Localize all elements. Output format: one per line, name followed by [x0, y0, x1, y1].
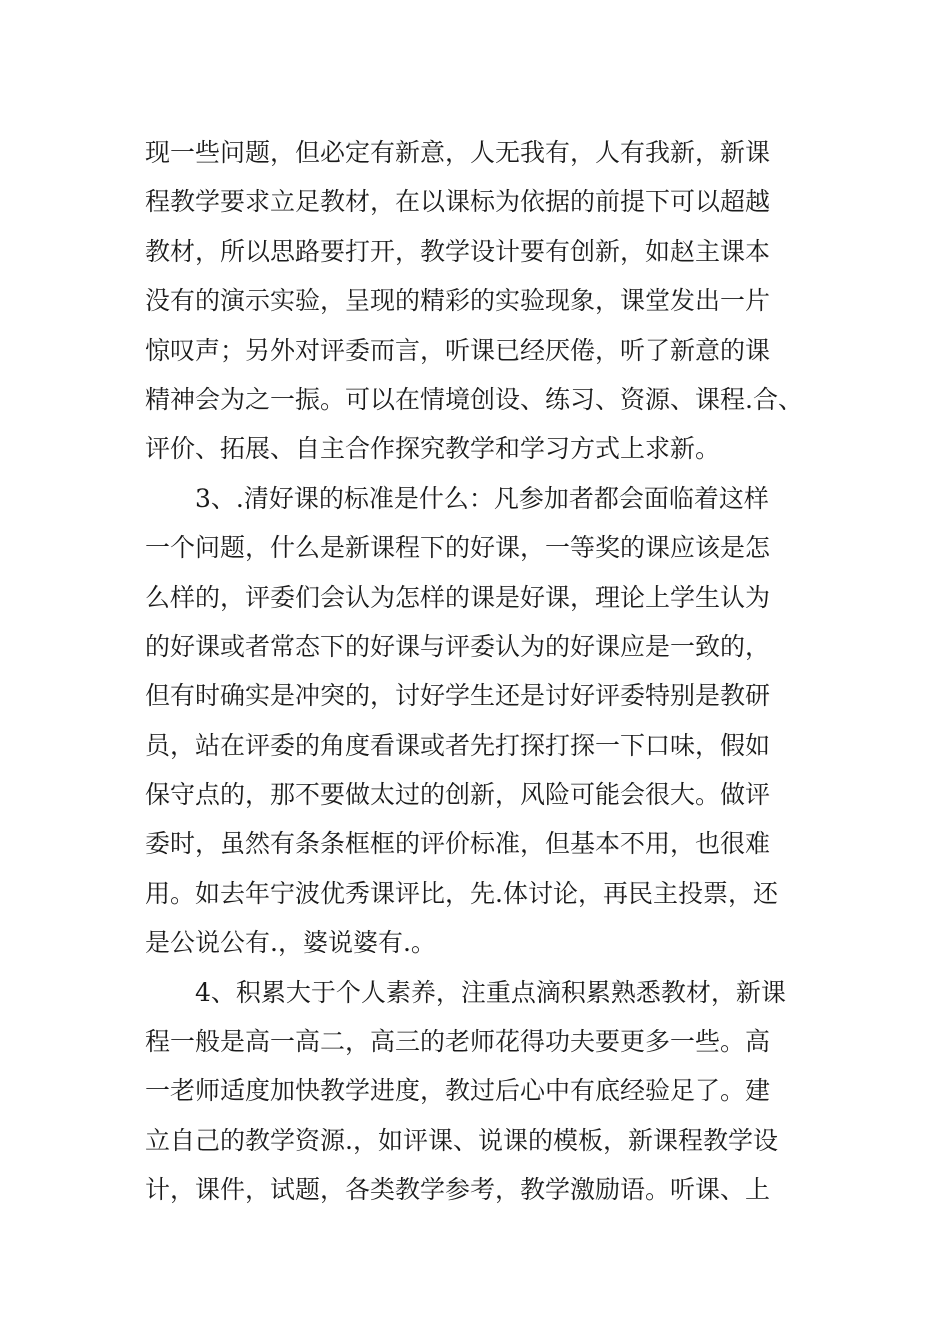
text-line: 程一般是高一高二，高三的老师花得功夫要更多一些。高	[145, 1027, 771, 1057]
text-line: 用。如去年宁波优秀课评比，先.体讨论，再民主投票，还	[145, 878, 778, 908]
body-text	[145, 128, 825, 1215]
text-line: 惊叹声；另外对评委而言，听课已经厌倦，听了新意的课	[145, 335, 771, 365]
text-line: 保守点的，那不要做太过的创新，风险可能会很大。做评	[145, 780, 771, 810]
text-line: 是公说公有.，婆说婆有.。	[145, 928, 436, 958]
text-line: 程教学要求立足教材，在以课标为依据的前提下可以超越	[145, 187, 771, 217]
text-line: 现一些问题，但必定有新意，人无我有，人有我新，新课	[145, 138, 771, 167]
text-line: 精神会为之一振。可以在情境创设、练习、资源、课程.合、	[145, 384, 803, 414]
text-line: 但有时确实是冲突的，讨好学生还是讨好评委特别是教研	[145, 681, 771, 711]
text-line: 委时，虽然有条条框框的评价标准，但基本不用，也很难	[145, 829, 771, 859]
text-line: 没有的演示实验，呈现的精彩的实验现象，课堂发出一片	[145, 286, 771, 316]
text-line: 员，站在评委的角度看课或者先打探打探一下口味，假如	[145, 730, 771, 760]
paragraph-3-start: 3、.清好课的标准是什么：凡参加者都会面临着这样	[195, 483, 769, 513]
text-line: 么样的，评委们会认为怎样的课是好课，理论上学生认为	[145, 582, 771, 612]
text-line: 教材，所以思路要打开，教学设计要有创新，如赵主课本	[145, 236, 771, 266]
text-line: 一老师适度加快教学进度，教过后心中有底经验足了。建	[145, 1076, 771, 1106]
paragraph-4-start: 4、积累大于个人素养，注重点滴积累熟悉教材，新课	[195, 977, 786, 1007]
text-line: 一个问题，什么是新课程下的好课，一等奖的课应该是怎	[145, 533, 771, 563]
text-line: 计，课件，试题，各类教学参考，教学激励语。听课、上	[145, 1175, 771, 1205]
text-line: 评价、拓展、自主合作探究教学和学习方式上求新。	[145, 434, 721, 464]
text-line: 立自己的教学资源.，如评课、说课的模板，新课程教学设	[145, 1125, 778, 1155]
text-line: 的好课或者常态下的好课与评委认为的好课应是一致的，	[145, 631, 771, 661]
